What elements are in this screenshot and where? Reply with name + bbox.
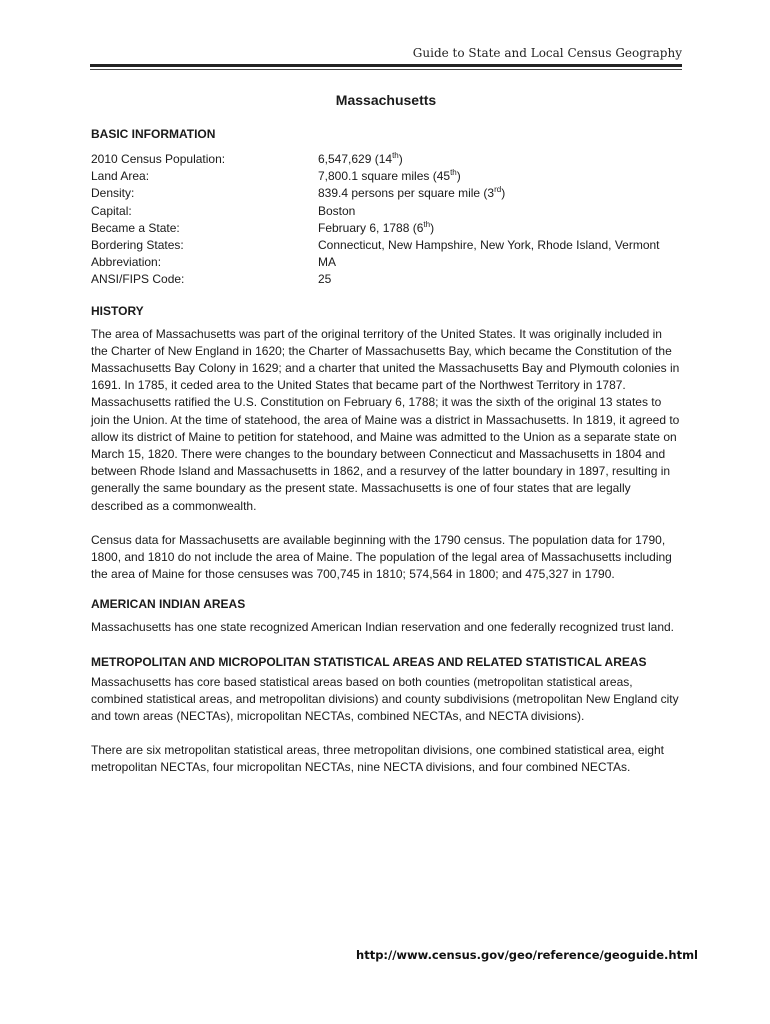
header-rule-thin: [90, 69, 682, 70]
basic-info-value-text: 7,800.1 square miles (45: [318, 169, 451, 184]
basic-info-value: [318, 185, 660, 202]
running-header-title: Guide to State and Local Census Geography: [412, 46, 682, 60]
basic-info-value-text: 25: [318, 272, 332, 287]
ordinal-suffix: th: [450, 168, 457, 178]
basic-info-label: Abbreviation:: [91, 255, 162, 270]
history-paragraph-2: Census data for Massachusetts are available beginning with the 1790 census. The population data for 1790, 1800, and 1810 do not include the area of Maine. The population of the legal area of Massachusetts including the area of Maine for those censuses was 700,745 in 1810; 574,564 in 1800; and 475,327 in 1790.: [91, 532, 672, 582]
basic-info-value: [318, 168, 660, 185]
basic-info-value-text: February 6, 1788 (6: [318, 220, 424, 235]
document-body: [91, 92, 681, 777]
basic-info-row: [91, 254, 660, 271]
basic-info-value-text: 839.4 persons per square mile (3: [318, 186, 495, 201]
basic-info-value: [318, 203, 660, 220]
metro-heading: METROPOLITAN AND MICROPOLITAN STATISTICAL AREAS AND RELATED STATISTICAL AREAS: [91, 654, 647, 669]
history-heading: HISTORY: [91, 303, 144, 318]
basic-info-row: [91, 203, 660, 220]
basic-info-value-text: Connecticut, New Hampshire, New York, Rhode Island, Vermont: [318, 238, 660, 253]
basic-info-value: [318, 237, 660, 254]
history-paragraph-1: The area of Massachusetts was part of the original territory of the United States. It was originally included in the Charter of New England in 1620; the Charter of Massachusetts Bay, which became the Constitution of the Massachusetts Bay Colony in 1629; and a charter that united the Massachusetts Bay and Plymouth colonies in 1691. In 1785, it ceded area to the United States that became part of the Northwest Territory in 1787. Massachusetts ratified the U.S. Constitution on February 6, 1788; it was the sixth of the original 13 states to join the Union. At the time of statehood, the area of Maine was a district in Massachusetts. In 1819, it agreed to allow its district of Maine to petition for statehood, and Maine was admitted to the Union as a separate state on March 15, 1820. There were changes to the boundary between Connecticut and Massachusetts in 1804 and between Rhode Island and Massachusetts in 1862, and a resurvey of the latter boundary in 1897, resulting in generally the same boundary as the present state. Massachusetts is one of four states that are legally described as a commonwealth.: [91, 326, 680, 513]
metro-paragraph-2: There are six metropolitan statistical areas, three metropolitan divisions, one combined statistical area, eight metropolitan NECTAs, four micropolitan NECTAs, nine NECTA divisions, and four combined NECTAs.: [91, 743, 664, 775]
basic-info-label: ANSI/FIPS Code:: [91, 272, 185, 287]
basic-info-label: Density:: [91, 186, 135, 201]
basic-info-value: [318, 220, 660, 237]
basic-info-value-close: ): [398, 152, 403, 166]
american-indian-heading: AMERICAN INDIAN AREAS: [91, 597, 246, 612]
basic-info-value: [318, 254, 660, 271]
ordinal-suffix: rd: [494, 185, 502, 195]
basic-info-label: Became a State:: [91, 220, 180, 235]
basic-info-value-text: 6,547,629 (14: [318, 152, 393, 166]
basic-info-row: [91, 237, 660, 254]
basic-info-value-close: ): [430, 220, 435, 235]
ordinal-suffix: th: [392, 151, 399, 160]
basic-info-value-text: Boston: [318, 203, 356, 218]
american-indian-paragraph: Massachusetts has one state recognized American Indian reservation and one federally recognized trust land.: [91, 620, 675, 635]
basic-info-row: [91, 220, 660, 237]
basic-info-heading: BASIC INFORMATION: [91, 127, 216, 141]
basic-info-row: [91, 151, 660, 168]
basic-info-row: [91, 168, 660, 185]
basic-info-value: [318, 151, 660, 168]
basic-info-row: [91, 185, 660, 202]
basic-info-value: [318, 271, 660, 288]
basic-info-row: [91, 271, 660, 288]
basic-info-value-text: MA: [318, 255, 336, 270]
basic-info-value-close: ): [501, 186, 506, 201]
basic-info-label: 2010 Census Population:: [91, 152, 226, 166]
footer-url-link[interactable]: http://www.census.gov/geo/reference/geoguide.html: [356, 948, 698, 962]
basic-info-label: Bordering States:: [91, 238, 184, 253]
basic-info-label: Land Area:: [91, 169, 150, 184]
metro-paragraph-1: Massachusetts has core based statistical areas based on both counties (metropolitan statistical areas, combined statistical areas, and metropolitan divisions) and county subdivisions (metropolitan New England city and town areas (NECTAs), micropolitan NECTAs, combined NECTAs, and NECTA divisions).: [91, 674, 679, 724]
basic-info-label: Capital:: [91, 203, 132, 218]
basic-info-value-close: ): [456, 169, 461, 184]
header-rule-thick: [90, 64, 682, 67]
basic-info-table: [91, 151, 660, 289]
ordinal-suffix: th: [423, 219, 431, 229]
state-title: Massachusetts: [335, 92, 437, 108]
